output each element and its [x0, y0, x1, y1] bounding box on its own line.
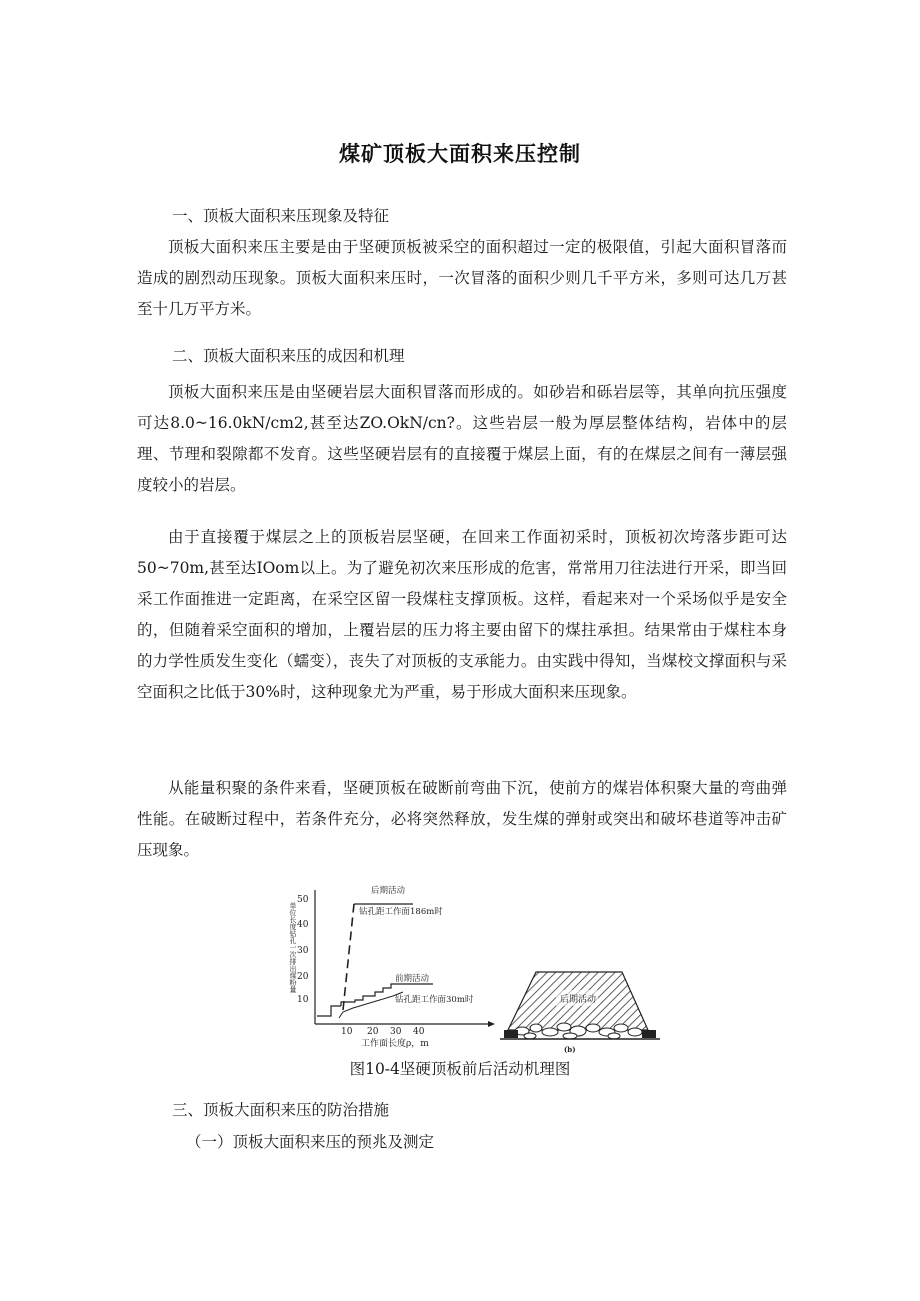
x-axis-label: 工作面长度ρ，m	[361, 1039, 429, 1049]
y-tick-label: 50	[297, 895, 309, 905]
late-activity-curve	[343, 904, 354, 1010]
late-activity-label: 后期活动	[371, 886, 406, 896]
paragraph-text: 从能量积聚的条件来看，坚硬顶板在破断前弯曲下沉，使前方的煤岩体积聚大量的弯曲弹性能。在破断过程中，若条件充分，必将突然释放，发生煤的弹射或突出和破坏巷道等冲击矿压现象。	[137, 779, 787, 859]
y-axis-label: 单位长度钻孔一次排出煤粉量	[289, 902, 297, 993]
section-heading-1: 一、顶板大面积来压现象及特征	[172, 207, 390, 225]
x-tick-label: 30	[390, 1027, 402, 1037]
y-tick-label: 20	[297, 972, 309, 982]
mined-area-label: 后期活动	[560, 995, 597, 1005]
paragraph-text: 顶板大面积来压是由坚硬岩层大面积冒落而形成的。如砂岩和砾岩层等，其单向抗压强度可达8.0~16.0kN∕cm2,甚至达ZO.OkN/cn?。这些岩层一般为厚层整体结构，岩体中的层理、节理和裂隙都不发育。这些坚硬岩层有的直接覆于煤层上面，有的在煤层之间有一薄层强度较小的岩层。	[137, 383, 787, 494]
early-activity-label: 前期活动	[395, 974, 430, 984]
x-tick-label: 10	[341, 1027, 353, 1037]
early-drill-label: 钻孔距工作面30m时	[395, 995, 474, 1005]
early-activity-curve	[317, 1006, 341, 1016]
document-title: 煤矿顶板大面积来压控制	[339, 142, 581, 166]
figure-b-label: (b)	[564, 1045, 576, 1053]
section-heading-2: 二、顶板大面积来压的成因和机理	[172, 347, 405, 365]
x-tick-label: 20	[367, 1027, 379, 1037]
paragraph-text: 顶板大面积来压主要是由于坚硬顶板被采空的面积超过一定的极限值，引起大面积冒落而造成的剧烈动压现象。顶板大面积来压时，一次冒落的面积少则几千平方米，多则可达几万甚至十几万平方米。	[137, 238, 787, 318]
coal-pillar-left	[504, 1030, 518, 1038]
x-tick-label: 40	[413, 1027, 425, 1037]
subsection-heading: （一）顶板大面积来压的预兆及测定	[186, 1133, 435, 1151]
paragraph	[137, 232, 787, 325]
y-tick-label: 40	[297, 920, 309, 930]
paragraph	[137, 377, 787, 501]
section-heading-3: 三、顶板大面积来压的防治措施	[172, 1101, 390, 1119]
y-tick-label: 10	[297, 995, 309, 1005]
paragraph-text: 由于直接覆于煤层之上的顶板岩层坚硬，在回来工作面初采时，顶板初次垮落步距可达50~70m,甚至达IOom以上。为了避免初次来压形成的危害，常常用刀往法进行开采，即当回采工作面推进一定距离，在采空区留一段煤柱支撑顶板。这样，看起来对一个采场似乎是安全的，但随着采空面积的增加，上覆岩层的压力将主要由留下的煤拄承担。结果常由于煤柱本身的力学性质发生变化（蠕变），丧失了对顶板的支承能力。由实践中得知，当煤校文撑面积与采空面积之比低于30%时，这种现象尤为严重，易于形成大面积来压现象。	[137, 528, 787, 701]
late-drill-label: 钻孔距工作面186m时	[359, 907, 443, 917]
coal-pillar-right	[642, 1030, 656, 1038]
paragraph	[137, 522, 787, 708]
figure-b-diagram	[500, 968, 660, 1053]
figure-graph	[283, 880, 508, 1052]
x-axis-arrow	[488, 1021, 495, 1027]
paragraph	[137, 773, 787, 866]
y-tick-label: 30	[297, 946, 309, 956]
figure-caption: 图10-4坚硬顶板前后活动机理图	[349, 1060, 571, 1078]
